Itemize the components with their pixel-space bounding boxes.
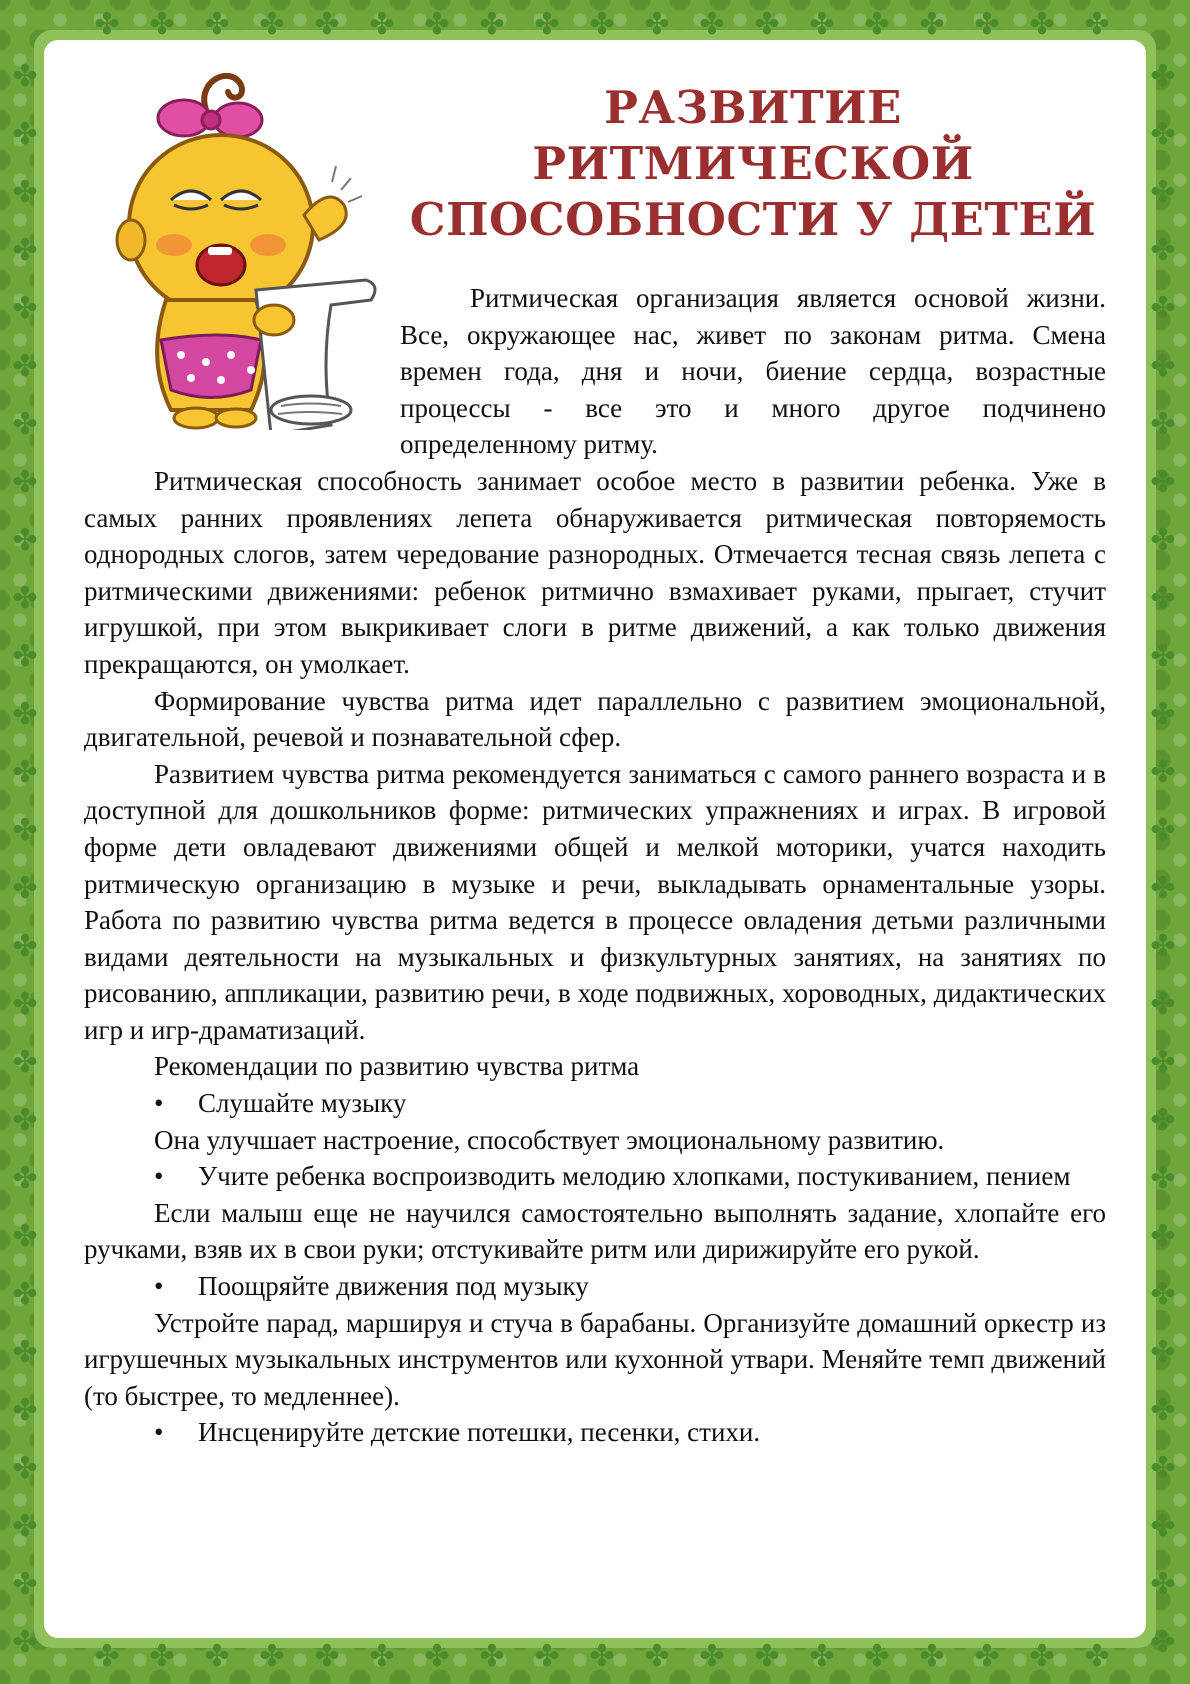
recommendation-text: Она улучшает настроение, способствует эмоциональному развитию.	[154, 1124, 945, 1155]
paragraph-rhythmic-ability: Ритмическая способность занимает особое место в развитии ребенка. Уже в самых ранних проявлениях лепета обнаруживается ритмическая повторяемость однородных слогов, затем чередование разнородных. Отмечается тесная связь лепета с ритмическими движениями: ребенок ритмично взмахивает руками, прыгает, стучит игрушкой, при этом выкрикивает слоги в ритме движений, а как только движения прекращаются, он умолкает.	[84, 465, 1106, 679]
four-leaf-clover-icon: ✤	[12, 1161, 38, 1196]
four-leaf-clover-icon: ✤	[424, 7, 450, 42]
recommendation-heading: • Поощряйте движения под музыку	[84, 1268, 1106, 1305]
four-leaf-clover-icon: ✤	[12, 1045, 38, 1080]
title-line-2: СПОСОБНОСТИ У ДЕТЕЙ	[409, 193, 1097, 246]
paragraph-intro: Ритмическая организация является основой жизни. Все, окружающее нас, живет по законам ритма. Смена времен года, дня и ночи, биение сердца, возрастные процессы - все это и много другое подчинено определенному ритму.	[400, 283, 1106, 460]
four-leaf-clover-icon: ✤	[12, 1567, 38, 1602]
four-leaf-clover-icon: ✤	[12, 523, 38, 558]
four-leaf-clover-icon: ✤	[1150, 581, 1176, 616]
four-leaf-clover-icon: ✤	[1150, 1045, 1176, 1080]
four-leaf-clover-icon: ✤	[1150, 1103, 1176, 1138]
four-leaf-clover-icon: ✤	[12, 1103, 38, 1138]
four-leaf-clover-icon: ✤	[1150, 175, 1176, 210]
recommendation-text: Устройте парад, маршируя и стуча в барабаны. Организуйте домашний оркестр из игрушечных музыкальных инструментов или кухонной утвари. Меняйте темп движений (то быстрее, то медленнее).	[84, 1307, 1106, 1411]
four-leaf-clover-icon: ✤	[1150, 813, 1176, 848]
four-leaf-clover-icon: ✤	[1150, 1161, 1176, 1196]
four-leaf-clover-icon: ✤	[809, 1639, 835, 1674]
four-leaf-clover-icon: ✤	[1150, 59, 1176, 94]
bullet-icon: •	[154, 1088, 164, 1119]
four-leaf-clover-icon: ✤	[1150, 697, 1176, 732]
four-leaf-clover-icon: ✤	[534, 7, 560, 42]
four-leaf-clover-icon: ✤	[809, 7, 835, 42]
four-leaf-clover-icon: ✤	[699, 7, 725, 42]
four-leaf-clover-icon: ✤	[369, 1639, 395, 1674]
recommendations-heading: Рекомендации по развитию чувства ритма	[154, 1051, 640, 1082]
paragraph-development: Развитием чувства ритма рекомендуется заниматься с самого раннего возраста и в доступной для дошкольников форме: ритмических упражнениях и играх. В игровой форме дети овладевают движениями общей и мелкой моторики, учатся находить ритмическую организацию в музыке и речи, выкладывать орнаментальные узоры. Работа по развитию чувства ритма ведется в процессе овладения детьми различными видами деятельности на музыкальных и физкультурных занятиях, на занятиях по рисованию, аппликации, развитию речи, в ходе подвижных, хороводных, дидактических игр и игр-драматизаций.	[84, 758, 1106, 1045]
four-leaf-clover-icon: ✤	[149, 1639, 175, 1674]
four-leaf-clover-icon: ✤	[12, 755, 38, 790]
four-leaf-clover-icon: ✤	[1150, 929, 1176, 964]
recommendation-text: Если малыш еще не научился самостоятельно выполнять задание, хлопайте его ручками, взяв их в свои руки; отстукивайте ритм или дирижируйте его рукой.	[84, 1197, 1106, 1265]
article-body	[84, 280, 1106, 1451]
four-leaf-clover-icon: ✤	[12, 697, 38, 732]
four-leaf-clover-icon: ✤	[12, 639, 38, 674]
four-leaf-clover-icon: ✤	[1029, 7, 1055, 42]
four-leaf-clover-icon: ✤	[12, 117, 38, 152]
four-leaf-clover-icon: ✤	[644, 1639, 670, 1674]
title-line-1: РАЗВИТИЕ РИТМИЧЕСКОЙ	[532, 81, 974, 190]
four-leaf-clover-icon: ✤	[12, 1335, 38, 1370]
four-leaf-clover-icon: ✤	[1150, 523, 1176, 558]
four-leaf-clover-icon: ✤	[1150, 349, 1176, 384]
four-leaf-clover-icon: ✤	[12, 813, 38, 848]
recommendation-heading: • Слушайте музыку	[84, 1085, 1106, 1122]
four-leaf-clover-icon: ✤	[589, 1639, 615, 1674]
four-leaf-clover-icon: ✤	[644, 7, 670, 42]
four-leaf-clover-icon: ✤	[1150, 1393, 1176, 1428]
four-leaf-clover-icon: ✤	[314, 1639, 340, 1674]
four-leaf-clover-icon: ✤	[864, 7, 890, 42]
bullet-icon: •	[154, 1271, 164, 1302]
four-leaf-clover-icon: ✤	[314, 7, 340, 42]
four-leaf-clover-icon: ✤	[974, 1639, 1000, 1674]
four-leaf-clover-icon: ✤	[1150, 987, 1176, 1022]
four-leaf-clover-icon: ✤	[259, 7, 285, 42]
four-leaf-clover-icon: ✤	[12, 987, 38, 1022]
four-leaf-clover-icon: ✤	[12, 1451, 38, 1486]
four-leaf-clover-icon: ✤	[699, 1639, 725, 1674]
four-leaf-clover-icon: ✤	[1084, 7, 1110, 42]
four-leaf-clover-icon: ✤	[1150, 465, 1176, 500]
four-leaf-clover-icon: ✤	[1150, 1509, 1176, 1544]
four-leaf-clover-icon: ✤	[12, 407, 38, 442]
four-leaf-clover-icon: ✤	[1150, 755, 1176, 790]
four-leaf-clover-icon: ✤	[1150, 117, 1176, 152]
four-leaf-clover-icon: ✤	[149, 7, 175, 42]
four-leaf-clover-icon: ✤	[589, 7, 615, 42]
recommendation-heading: • Учите ребенка воспроизводить мелодию хлопками, постукиванием, пением	[84, 1158, 1106, 1195]
four-leaf-clover-icon: ✤	[12, 349, 38, 384]
four-leaf-clover-icon: ✤	[259, 1639, 285, 1674]
four-leaf-clover-icon: ✤	[12, 929, 38, 964]
four-leaf-clover-icon: ✤	[12, 1219, 38, 1254]
four-leaf-clover-icon: ✤	[12, 1393, 38, 1428]
four-leaf-clover-icon: ✤	[12, 871, 38, 906]
four-leaf-clover-icon: ✤	[12, 1277, 38, 1312]
four-leaf-clover-icon: ✤	[369, 7, 395, 42]
four-leaf-clover-icon: ✤	[1150, 1625, 1176, 1660]
four-leaf-clover-icon: ✤	[1150, 291, 1176, 326]
four-leaf-clover-icon: ✤	[12, 175, 38, 210]
four-leaf-clover-icon: ✤	[864, 1639, 890, 1674]
four-leaf-clover-icon: ✤	[424, 1639, 450, 1674]
four-leaf-clover-icon: ✤	[479, 1639, 505, 1674]
four-leaf-clover-icon: ✤	[94, 1639, 120, 1674]
four-leaf-clover-icon: ✤	[1150, 1335, 1176, 1370]
four-leaf-clover-icon: ✤	[1150, 1451, 1176, 1486]
four-leaf-clover-icon: ✤	[204, 1639, 230, 1674]
four-leaf-clover-icon: ✤	[1084, 1639, 1110, 1674]
recommendation-heading: • Инсценируйте детские потешки, песенки, стихи.	[84, 1414, 1106, 1451]
four-leaf-clover-icon: ✤	[1029, 1639, 1055, 1674]
four-leaf-clover-icon: ✤	[12, 291, 38, 326]
four-leaf-clover-icon: ✤	[534, 1639, 560, 1674]
four-leaf-clover-icon: ✤	[12, 581, 38, 616]
four-leaf-clover-icon: ✤	[919, 1639, 945, 1674]
four-leaf-clover-icon: ✤	[754, 1639, 780, 1674]
four-leaf-clover-icon: ✤	[12, 1509, 38, 1544]
poster-content	[84, 80, 1106, 1580]
four-leaf-clover-icon: ✤	[204, 7, 230, 42]
bullet-icon: •	[154, 1417, 164, 1448]
four-leaf-clover-icon: ✤	[12, 1625, 38, 1660]
four-leaf-clover-icon: ✤	[919, 7, 945, 42]
four-leaf-clover-icon: ✤	[1150, 233, 1176, 268]
cartoon-baby-singing-with-scroll-icon	[56, 40, 386, 430]
four-leaf-clover-icon: ✤	[1150, 407, 1176, 442]
four-leaf-clover-icon: ✤	[1150, 1567, 1176, 1602]
four-leaf-clover-icon: ✤	[974, 7, 1000, 42]
four-leaf-clover-icon: ✤	[1150, 871, 1176, 906]
four-leaf-clover-icon: ✤	[1150, 1219, 1176, 1254]
four-leaf-clover-icon: ✤	[94, 7, 120, 42]
four-leaf-clover-icon: ✤	[12, 465, 38, 500]
four-leaf-clover-icon: ✤	[754, 7, 780, 42]
bullet-icon: •	[154, 1161, 164, 1192]
four-leaf-clover-icon: ✤	[12, 59, 38, 94]
four-leaf-clover-icon: ✤	[1150, 1277, 1176, 1312]
four-leaf-clover-icon: ✤	[1150, 639, 1176, 674]
four-leaf-clover-icon: ✤	[12, 233, 38, 268]
paragraph-formation: Формирование чувства ритма идет параллельно с развитием эмоциональной, двигательной, речевой и познавательной сфер.	[84, 685, 1106, 753]
four-leaf-clover-icon: ✤	[479, 7, 505, 42]
